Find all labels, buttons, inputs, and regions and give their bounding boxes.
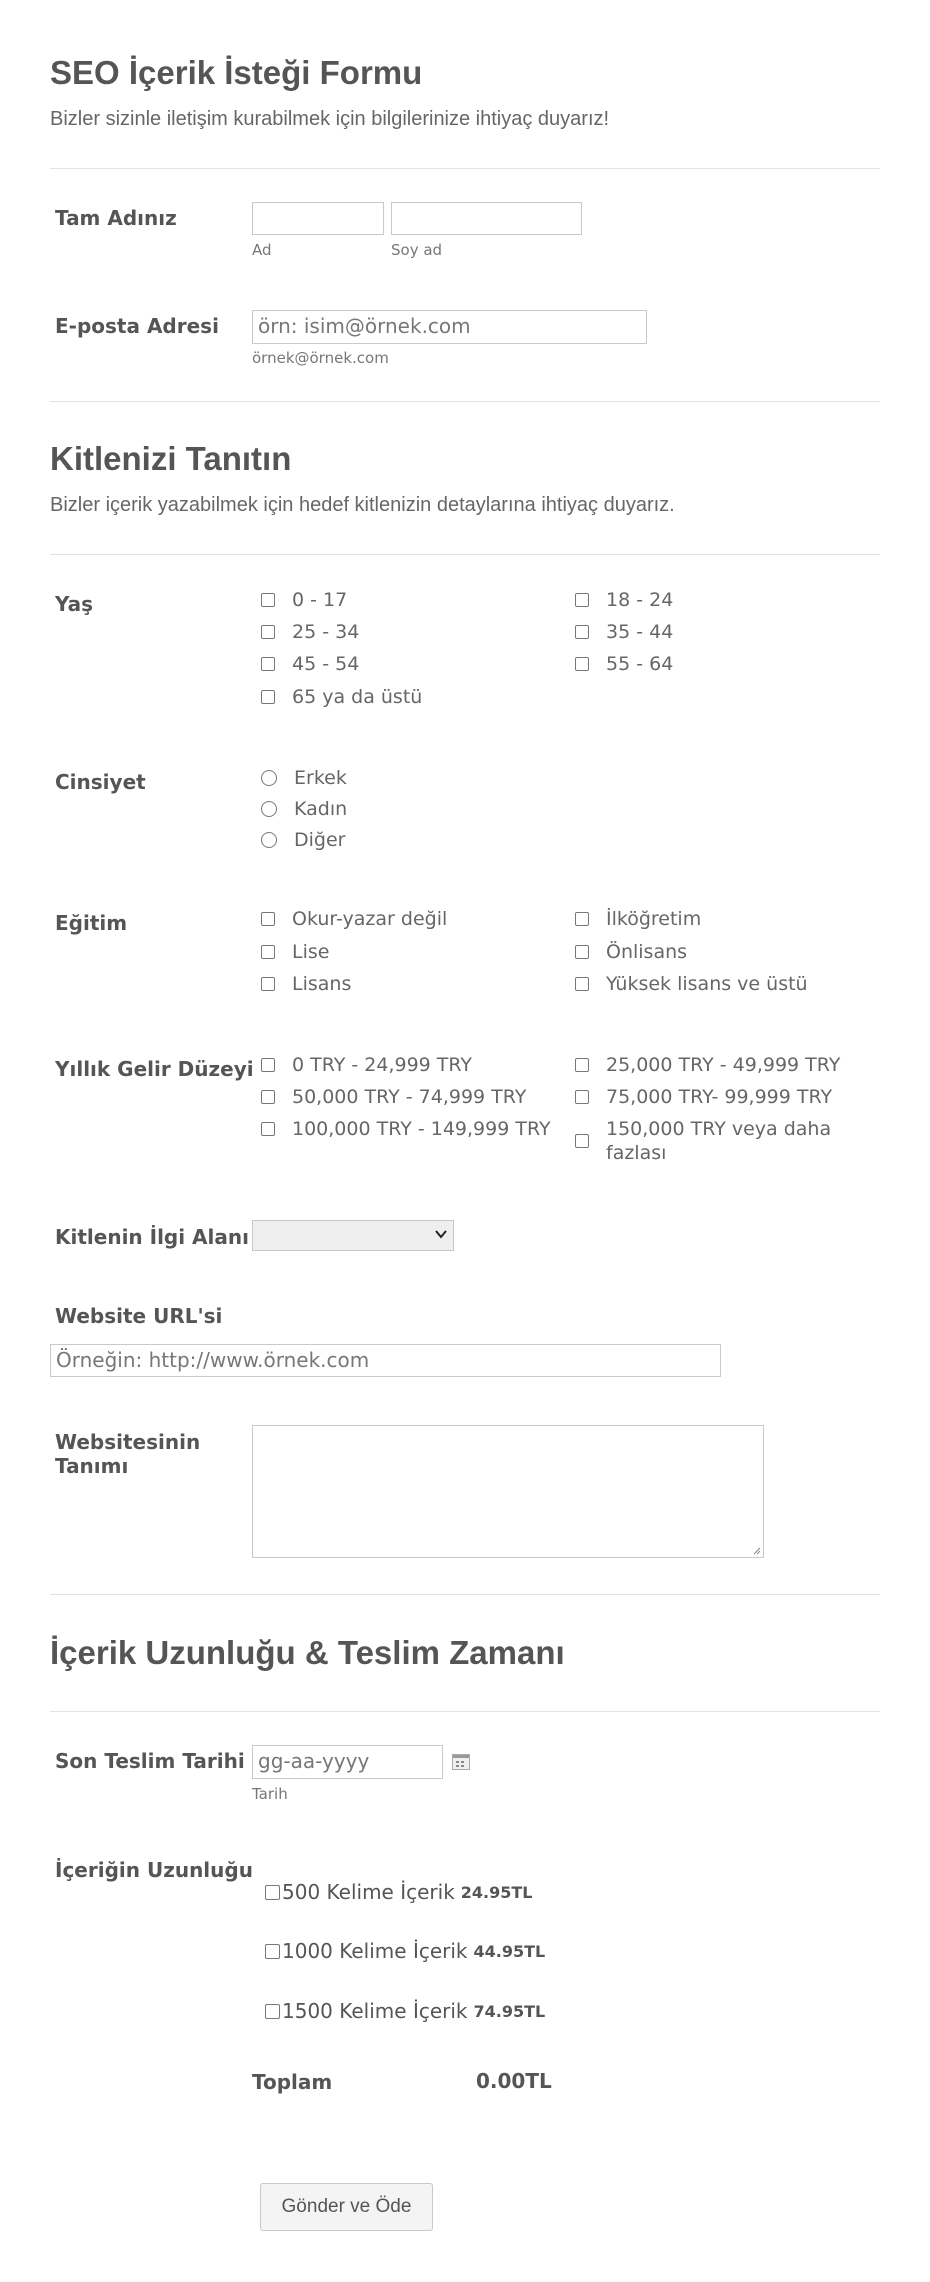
content-section-title: İçerik Uzunluğu & Teslim Zamanı xyxy=(50,1634,565,1671)
checkbox[interactable] xyxy=(261,912,275,926)
total-label: Toplam xyxy=(252,2070,333,2094)
website-desc-textarea[interactable] xyxy=(252,1425,764,1558)
deadline-label: Son Teslim Tarihi xyxy=(55,1749,245,1773)
radio-button[interactable] xyxy=(261,832,277,848)
checkbox[interactable] xyxy=(575,657,589,671)
age-option[interactable]: 0 - 17 xyxy=(261,588,347,612)
age-option[interactable]: 25 - 34 xyxy=(261,620,359,644)
age-option[interactable]: 35 - 44 xyxy=(575,620,673,644)
submit-button[interactable]: Gönder ve Öde xyxy=(260,2183,433,2231)
audience-section-title: Kitlenizi Tanıtın xyxy=(50,440,292,477)
product-price: 24.95TL xyxy=(460,1882,533,1902)
checkbox[interactable] xyxy=(575,625,589,639)
divider xyxy=(50,1594,880,1595)
radio-button[interactable] xyxy=(261,801,277,817)
checkbox[interactable] xyxy=(575,593,589,607)
income-option[interactable]: 50,000 TRY - 74,999 TRY xyxy=(261,1085,526,1109)
checkbox[interactable] xyxy=(575,1058,589,1072)
divider xyxy=(50,168,880,169)
income-label: Yıllık Gelir Düzeyi xyxy=(55,1057,254,1081)
fullname-label: Tam Adınız xyxy=(55,206,177,230)
interest-label: Kitlenin İlgi Alanı xyxy=(55,1225,249,1249)
checkbox[interactable] xyxy=(261,1122,275,1136)
first-name-sublabel: Ad xyxy=(252,241,272,259)
education-option[interactable]: Önlisans xyxy=(575,940,687,964)
deadline-sublabel: Tarih xyxy=(252,1785,288,1803)
resize-grip-icon[interactable] xyxy=(751,1545,761,1555)
product-price: 74.95TL xyxy=(473,2001,546,2021)
age-option[interactable]: 45 - 54 xyxy=(261,652,359,676)
checkbox[interactable] xyxy=(261,945,275,959)
calendar-icon[interactable] xyxy=(452,1754,470,1770)
income-option[interactable]: 0 TRY - 24,999 TRY xyxy=(261,1053,472,1077)
product-option[interactable]: 500 Kelime İçerik 24.95TL xyxy=(265,1880,533,1904)
checkbox[interactable] xyxy=(575,912,589,926)
checkbox[interactable] xyxy=(261,977,275,991)
product-option[interactable]: 1000 Kelime İçerik 44.95TL xyxy=(265,1939,545,1963)
education-option[interactable]: Lisans xyxy=(261,972,351,996)
interest-select[interactable] xyxy=(252,1220,454,1251)
age-option[interactable]: 18 - 24 xyxy=(575,588,673,612)
age-option[interactable]: 55 - 64 xyxy=(575,652,673,676)
radio-button[interactable] xyxy=(261,770,277,786)
deadline-input[interactable]: gg-aa-yyyy xyxy=(252,1745,443,1779)
website-desc-label: Websitesinin Tanımı xyxy=(55,1430,201,1478)
checkbox[interactable] xyxy=(261,593,275,607)
education-label: Eğitim xyxy=(55,911,128,935)
email-sublabel: örnek@örnek.com xyxy=(252,349,389,367)
chevron-down-icon xyxy=(435,1227,447,1243)
first-name-input[interactable] xyxy=(252,202,384,235)
last-name-sublabel: Soy ad xyxy=(391,241,443,259)
checkbox[interactable] xyxy=(575,1134,589,1148)
gender-option[interactable]: Diğer xyxy=(261,828,345,852)
website-url-input[interactable]: Örneğin: http://www.örnek.com xyxy=(50,1344,721,1377)
checkbox[interactable] xyxy=(575,1090,589,1104)
income-option[interactable]: 25,000 TRY - 49,999 TRY xyxy=(575,1053,840,1077)
form-title: SEO İçerik İsteği Formu xyxy=(50,54,423,91)
checkbox[interactable] xyxy=(261,625,275,639)
education-option[interactable]: Lise xyxy=(261,940,329,964)
product-option[interactable]: 1500 Kelime İçerik 74.95TL xyxy=(265,1999,545,2023)
checkbox[interactable] xyxy=(265,2004,280,2019)
product-price: 44.95TL xyxy=(473,1941,546,1961)
checkbox[interactable] xyxy=(265,1944,280,1959)
email-input[interactable]: örn: isim@örnek.com xyxy=(252,310,647,344)
total-value: 0.00TL xyxy=(476,2069,552,2093)
website-url-label: Website URL'si xyxy=(55,1304,223,1328)
email-label: E-posta Adresi xyxy=(55,314,219,338)
gender-option[interactable]: Erkek xyxy=(261,766,347,790)
gender-option[interactable]: Kadın xyxy=(261,797,347,821)
last-name-input[interactable] xyxy=(391,202,582,235)
checkbox[interactable] xyxy=(261,1090,275,1104)
divider xyxy=(50,401,880,402)
checkbox[interactable] xyxy=(261,657,275,671)
age-option[interactable]: 65 ya da üstü xyxy=(261,685,422,709)
checkbox[interactable] xyxy=(575,945,589,959)
audience-section-subtitle: Bizler içerik yazabilmek için hedef kitlenizin detaylarına ihtiyaç duyarız. xyxy=(50,494,675,516)
income-option[interactable]: 150,000 TRY veya daha fazlası xyxy=(575,1117,835,1165)
income-option[interactable]: 75,000 TRY- 99,999 TRY xyxy=(575,1085,832,1109)
form-subtitle: Bizler sizinle iletişim kurabilmek için bilgilerinize ihtiyaç duyarız! xyxy=(50,108,610,130)
gender-label: Cinsiyet xyxy=(55,770,146,794)
checkbox[interactable] xyxy=(261,1058,275,1072)
education-option[interactable]: Yüksek lisans ve üstü xyxy=(575,972,808,996)
education-option[interactable]: Okur-yazar değil xyxy=(261,907,447,931)
checkbox[interactable] xyxy=(265,1885,280,1900)
divider xyxy=(50,1711,880,1712)
income-option[interactable]: 100,000 TRY - 149,999 TRY xyxy=(261,1117,551,1141)
content-length-label: İçeriğin Uzunluğu xyxy=(55,1858,253,1882)
education-option[interactable]: İlköğretim xyxy=(575,907,701,931)
checkbox[interactable] xyxy=(575,977,589,991)
age-label: Yaş xyxy=(55,592,94,616)
divider xyxy=(50,554,880,555)
checkbox[interactable] xyxy=(261,690,275,704)
